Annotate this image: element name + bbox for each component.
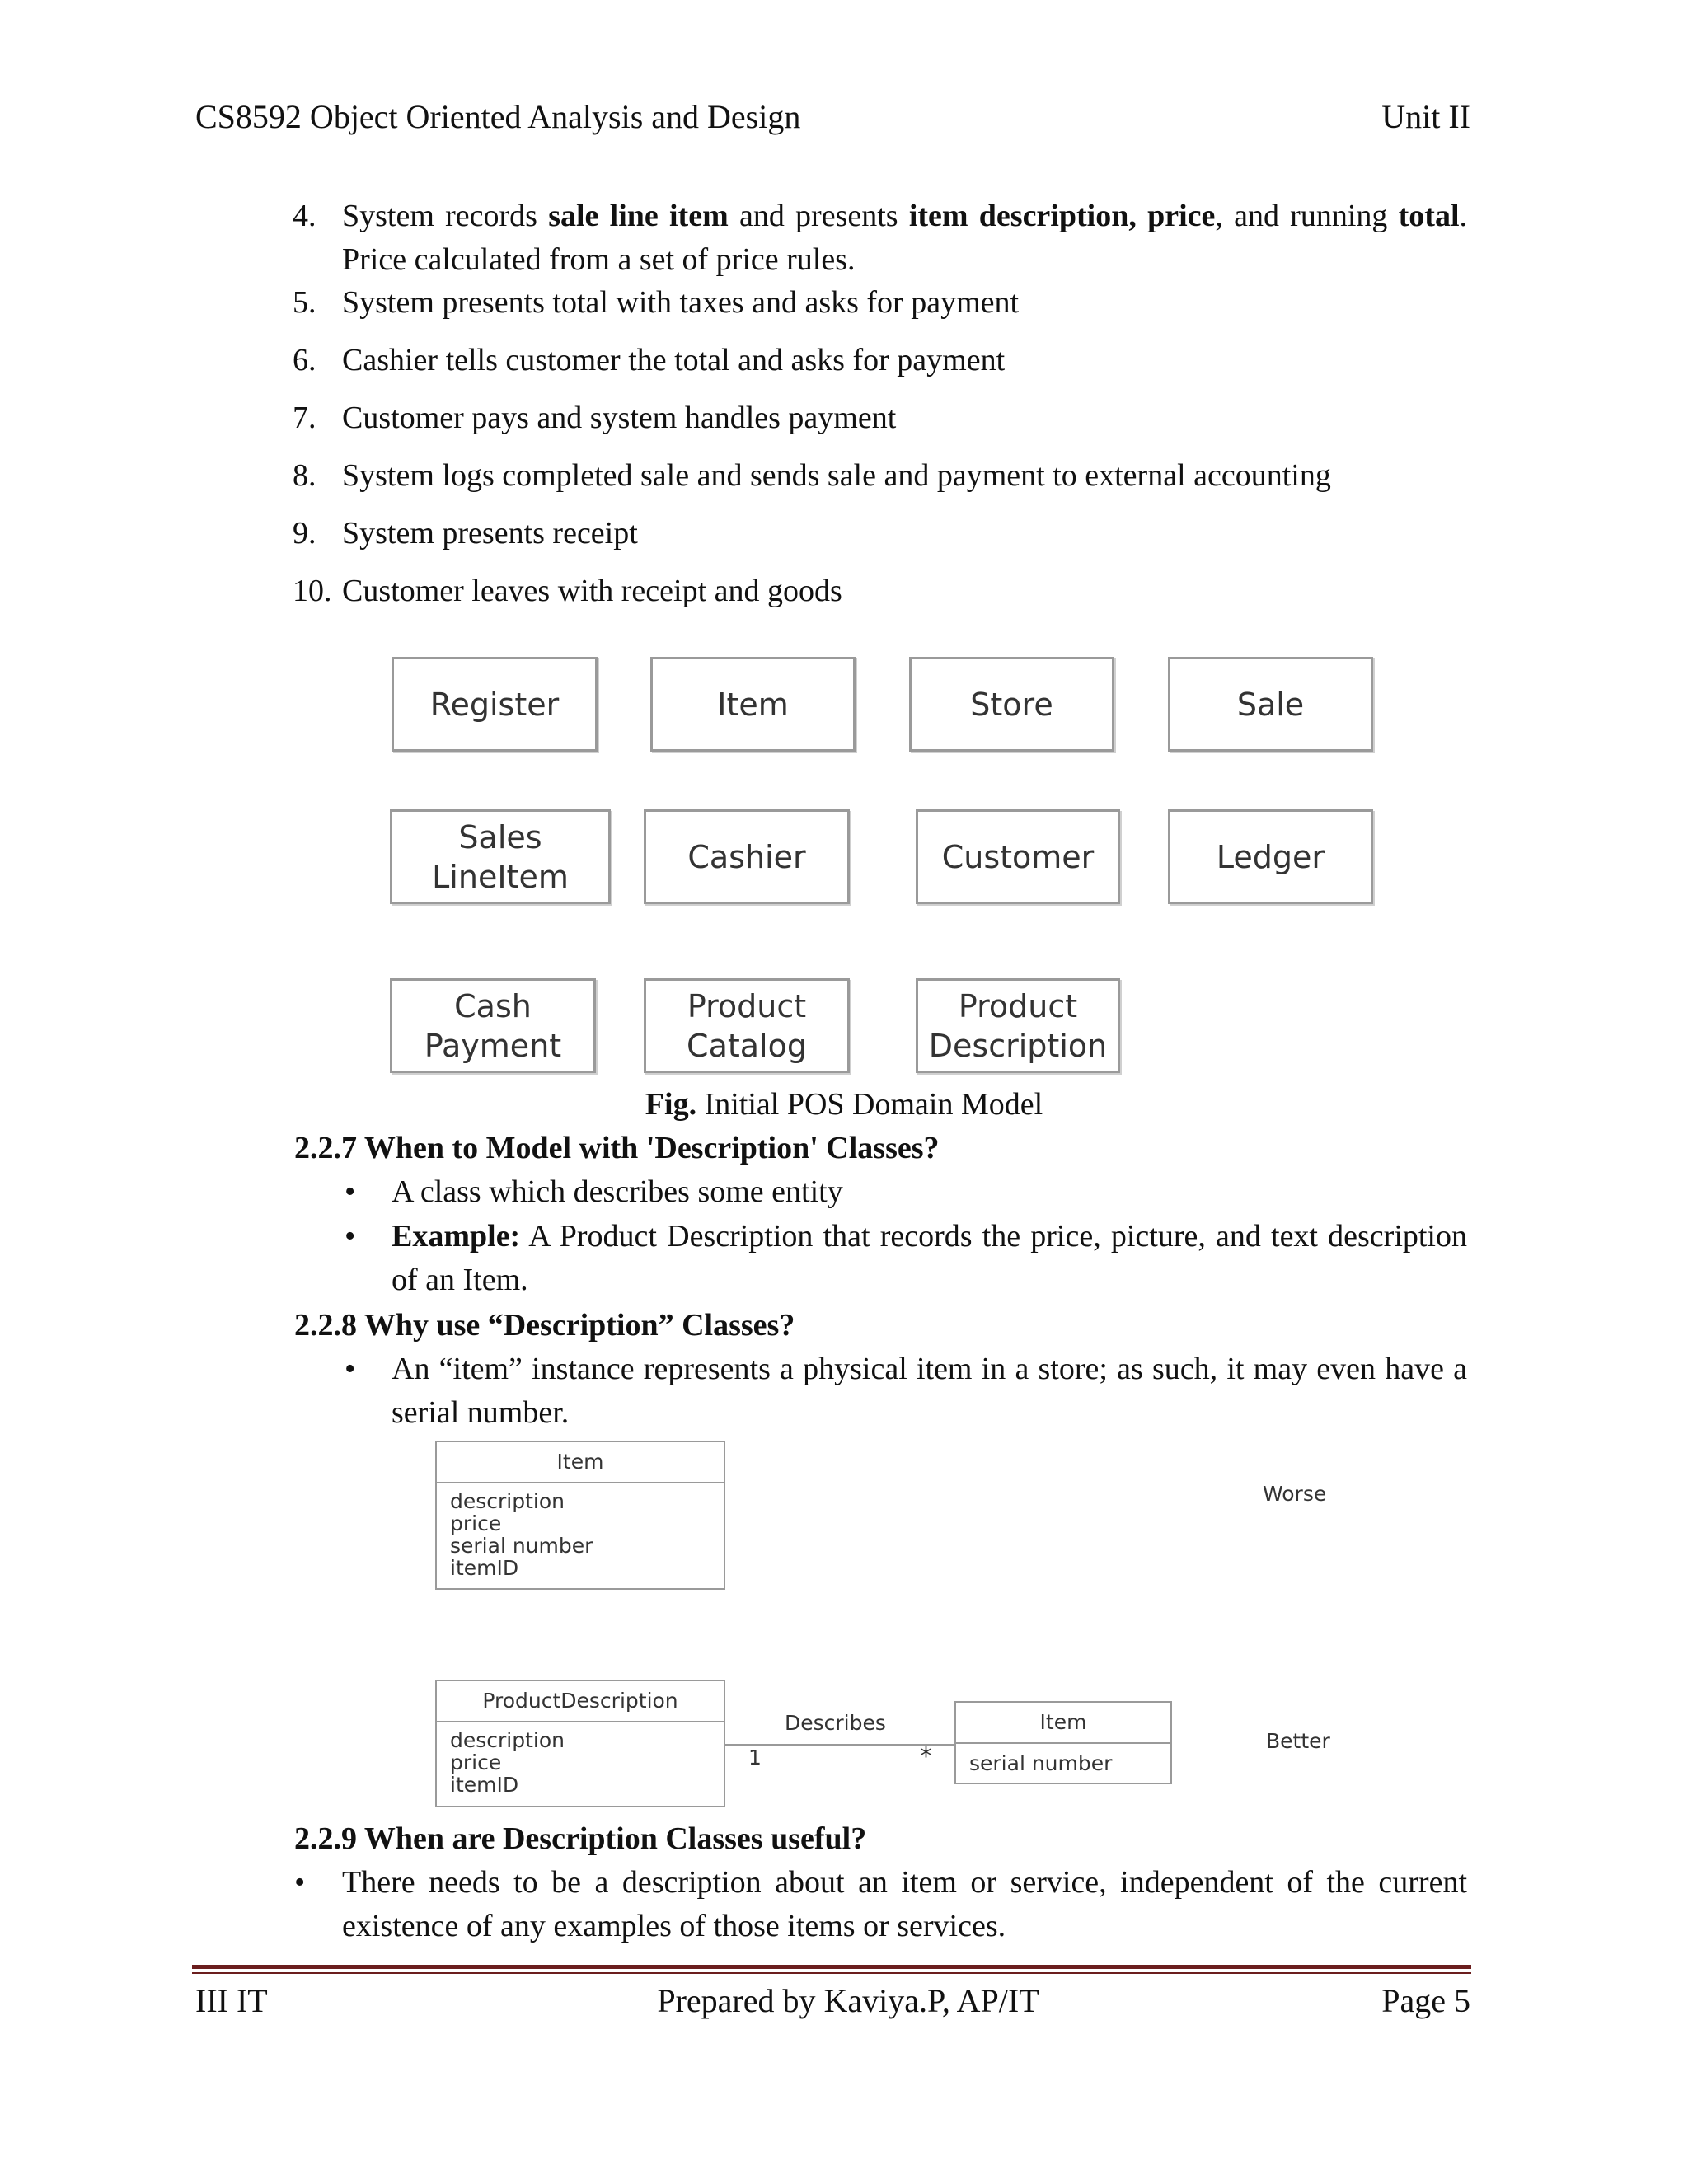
multiplicity-left: 1 <box>748 1746 762 1769</box>
bold-run: sale line item <box>548 199 729 233</box>
domain-class-ledger: Ledger <box>1168 809 1373 904</box>
section-heading-2-2-9: 2.2.9 When are Description Classes useful? <box>294 1821 867 1856</box>
uml-attribute: price <box>450 1511 502 1535</box>
footer-page-number: Page 5 <box>1381 1982 1470 2019</box>
list-text: Cashier tells customer the total and asks for payment <box>342 343 1006 377</box>
domain-class-cashier: Cashier <box>644 809 850 904</box>
header-course-title: CS8592 Object Oriented Analysis and Design <box>195 98 801 135</box>
caption-label: Fig. <box>645 1087 697 1122</box>
domain-class-store: Store <box>909 657 1114 752</box>
domain-class-item: Item <box>650 657 856 752</box>
uml-attribute: serial number <box>450 1534 593 1558</box>
list-item-step-7 <box>293 396 1467 440</box>
list-number: 4. <box>293 199 316 233</box>
list-number: 7. <box>293 401 316 435</box>
list-number: 10. <box>293 574 332 608</box>
uml-class-product-description <box>435 1680 725 1807</box>
bullet-item <box>294 1861 1467 1948</box>
footer-rule-thin <box>192 1972 1471 1974</box>
list-number: 9. <box>293 516 316 551</box>
domain-class-customer: Customer <box>916 809 1120 904</box>
bullet-text: An “item” instance represents a physical item in a store; as such, it may even have a serial number. <box>392 1352 1467 1430</box>
list-item-step-8 <box>293 454 1467 498</box>
uml-attributes <box>437 1483 724 1586</box>
bullet-dot: • <box>345 1352 356 1386</box>
bullet-item <box>345 1347 1467 1435</box>
domain-class-sale: Sale <box>1168 657 1373 752</box>
list-text: System presents receipt <box>342 516 638 551</box>
list-number: 8. <box>293 458 316 493</box>
bullet-dot: • <box>345 1219 356 1254</box>
bullet-text: There needs to be a description about an item or service, independent of the current existence of any examples of those items or services. <box>342 1865 1467 1943</box>
caption-text: Initial POS Domain Model <box>696 1087 1043 1122</box>
bullet-text <box>392 1215 1467 1302</box>
header-unit: Unit II <box>1381 98 1470 135</box>
section-heading-2-2-7: 2.2.7 When to Model with 'Description' Classes? <box>294 1131 940 1165</box>
text-run: System records <box>342 199 549 233</box>
bold-run: item description, price <box>908 199 1216 233</box>
uml-attribute: itemID <box>450 1556 519 1580</box>
uml-attributes <box>437 1722 724 1802</box>
list-item-step-10 <box>293 569 1467 613</box>
bullet-dot: • <box>345 1174 356 1209</box>
text-run: , and running <box>1215 199 1399 233</box>
uml-attribute: description <box>450 1489 565 1513</box>
uml-attribute: price <box>450 1750 502 1774</box>
domain-class-product-description: Product Description <box>916 978 1120 1073</box>
domain-class-register: Register <box>392 657 598 752</box>
list-text: Customer leaves with receipt and goods <box>342 574 842 608</box>
section-heading-2-2-8: 2.2.8 Why use “Description” Classes? <box>294 1308 795 1343</box>
list-item-step-5 <box>293 281 1467 325</box>
worse-label: Worse <box>1263 1482 1327 1506</box>
list-text <box>342 194 1467 282</box>
uml-attribute: itemID <box>450 1773 519 1797</box>
list-text: System presents total with taxes and asks for payment <box>342 285 1020 320</box>
uml-class-item-better <box>954 1701 1172 1784</box>
uml-attribute: description <box>450 1728 565 1752</box>
association-name: Describes <box>785 1711 886 1735</box>
list-item-step-4 <box>293 194 1467 282</box>
text-run: A Product Description that records the price, picture, and text description of an Item. <box>392 1219 1467 1297</box>
list-item-step-6 <box>293 339 1467 382</box>
uml-class-item-worse <box>435 1441 725 1590</box>
footer-left: III IT <box>195 1982 268 2019</box>
uml-attributes <box>956 1744 1170 1783</box>
bullet-text: A class which describes some entity <box>392 1174 843 1209</box>
domain-class-sales-lineitem: Sales LineItem <box>390 809 611 904</box>
bullet-dot: • <box>294 1865 306 1900</box>
text-run: and presents <box>728 199 909 233</box>
footer-rule-thick <box>192 1965 1471 1969</box>
uml-class-name: ProductDescription <box>437 1681 724 1722</box>
bold-run: total <box>1398 199 1460 233</box>
text-run: . Price calculated from a set of price rules. <box>342 199 1468 277</box>
uml-attribute: serial number <box>969 1751 1113 1775</box>
uml-class-name: Item <box>956 1703 1170 1744</box>
bullet-item <box>345 1215 1467 1302</box>
list-text: System logs completed sale and sends sale and payment to external accounting <box>342 458 1331 493</box>
bullet-item <box>345 1170 1467 1214</box>
uml-class-name: Item <box>437 1442 724 1483</box>
footer-center: Prepared by Kaviya.P, AP/IT <box>657 1982 1039 2019</box>
domain-class-cash-payment: Cash Payment <box>390 978 596 1073</box>
domain-class-product-catalog: Product Catalog <box>644 978 850 1073</box>
list-item-step-9 <box>293 512 1467 555</box>
list-text: Customer pays and system handles payment <box>342 401 897 435</box>
figure-caption <box>0 1083 1688 1127</box>
list-number: 5. <box>293 285 316 320</box>
multiplicity-right: * <box>920 1742 932 1771</box>
list-number: 6. <box>293 343 316 377</box>
better-label: Better <box>1266 1729 1330 1753</box>
bold-run: Example: <box>392 1219 521 1254</box>
